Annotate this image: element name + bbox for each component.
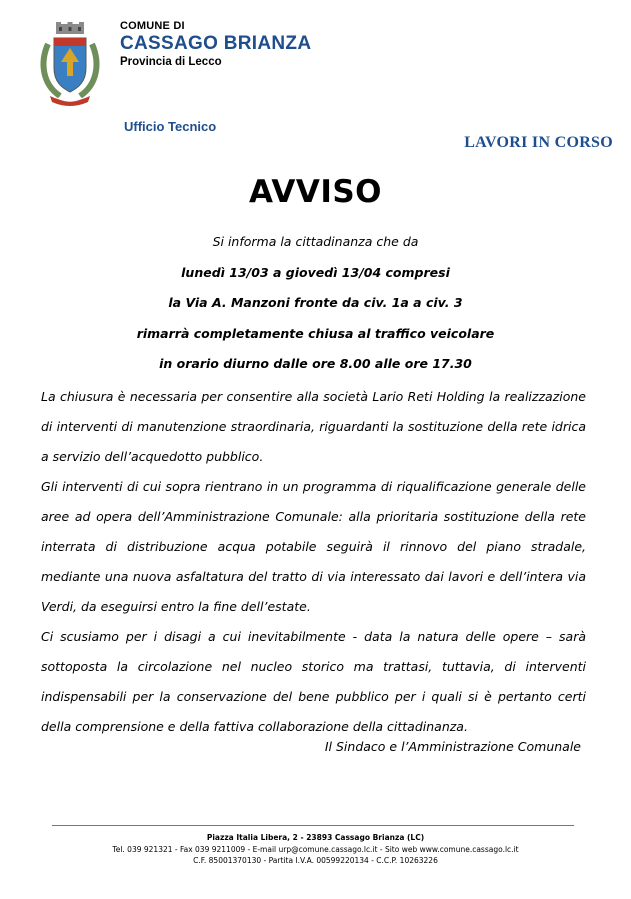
footer-address: Piazza Italia Libera, 2 - 23893 Cassago Brianza (LC) [206, 833, 425, 842]
footer-divider [52, 825, 574, 826]
announcement-dates: lunedì 13/03 a giovedì 13/04 compresi [181, 264, 450, 280]
announcement-block [0, 232, 631, 385]
signature: Il Sindaco e l’Amministrazione Comunale [324, 739, 581, 754]
body-paragraph: Gli interventi di cui sopra rientrano in un programma di riqualificazione generale delle aree ad opera dell’Amministrazione Comunale: alla prioritaria sostituzione della rete interrata di distribuzione acqua potabile seguirà il rinnovo del piano stradale, mediante una nuova asfaltatura del tratto di via interessato dai lavori e dell’intera via Verdi, da eseguirsi entro la fine dell’estate. [41, 479, 586, 614]
body-paragraph: Ci scusiamo per i disagi a cui inevitabilmente - data la natura delle opere – sarà sottoposta la circolazione nel nucleo storico ma trattasi, tuttavia, di interventi indispensabili per la conservazione del bene pubblico per i quali si è pertanto certi della comprensione e della fattiva collaborazione della cittadinanza. [41, 629, 586, 734]
notice-title: AVVISO [248, 174, 383, 210]
city-name: CASSAGO BRIANZA [120, 33, 312, 54]
footer [0, 832, 631, 867]
municipality-header [120, 20, 311, 68]
province-name: Provincia di Lecco [120, 56, 222, 68]
works-in-progress-label: LAVORI IN CORSO [464, 134, 613, 151]
announcement-street: la Via A. Manzoni fronte da civ. 1a a civ. 3 [168, 295, 463, 310]
footer-contacts: Tel. 039 921321 - Fax 039 9211009 - E-mail urp@comune.cassago.lc.it - Sito web www.comune.cassago.lc.it [112, 844, 519, 854]
office-name: Ufficio Tecnico [124, 119, 217, 134]
comune-di-label: COMUNE DI [120, 20, 185, 32]
announcement-line: Si informa la cittadinanza che da [212, 234, 419, 249]
body-paragraph: La chiusura è necessaria per consentire alla società Lario Reti Holding la realizzazione di interventi di manutenzione straordinaria, riguardanti la sostituzione della rete idrica a servizio dell’acquedotto pubblico. [41, 389, 586, 464]
notice-body [41, 382, 586, 742]
announcement-hours: in orario diurno dalle ore 8.00 alle ore 17.30 [159, 356, 472, 371]
announcement-closure: rimarrà completamente chiusa al traffico veicolare [136, 325, 495, 341]
footer-fiscal: C.F. 85001370130 - Partita I.V.A. 00599220134 - C.C.P. 10263226 [193, 856, 438, 865]
municipal-crest-icon [38, 22, 102, 108]
